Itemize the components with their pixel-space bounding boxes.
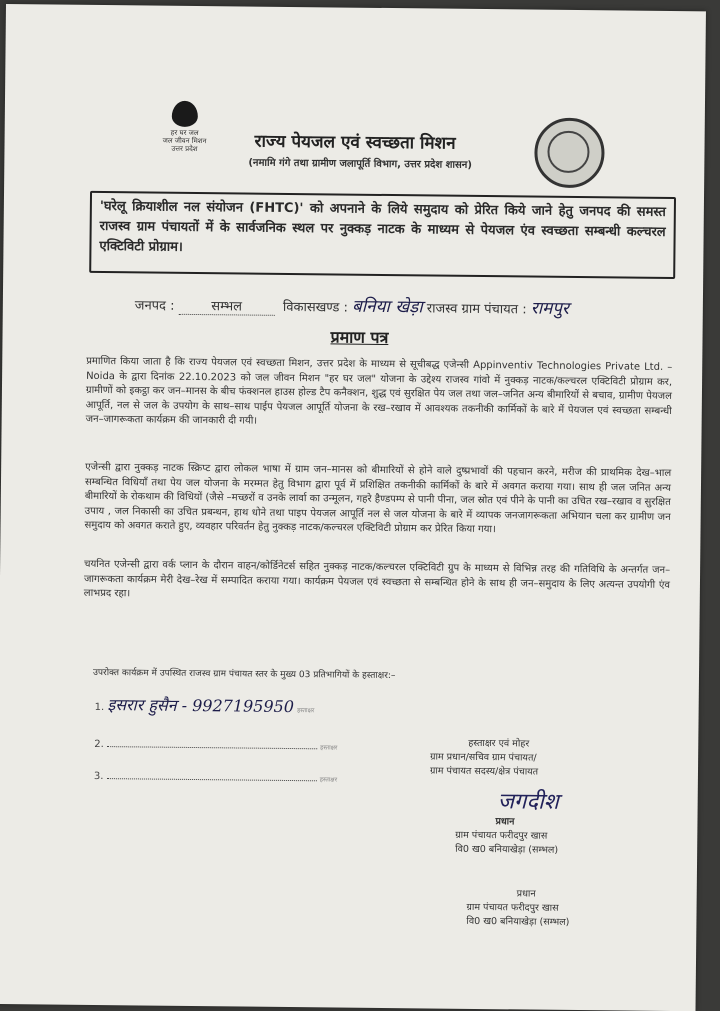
sig-hint-1: हस्ताक्षर: [297, 707, 315, 715]
authority-line-3: ग्राम पंचायत सदस्य/क्षेत्र पंचायत: [429, 765, 539, 778]
up-government-seal-icon: [534, 118, 605, 189]
village-label: राजस्व ग्राम पंचायत :: [426, 301, 527, 318]
certificate-title: प्रमाण पत्र: [330, 327, 389, 348]
representative-2: 2. हस्ताक्षर: [94, 738, 338, 752]
sig-hint-3: हस्ताक्षर: [319, 776, 338, 784]
district-label: जनपद :: [134, 298, 175, 314]
mission-subtitle: (नमामि गंगे तथा ग्रामीण जलापूर्ति विभाग, उत्तर प्रदेश शासन): [248, 157, 472, 171]
block-label: विकासखण्ड :: [282, 299, 349, 316]
pradhan-signature: जगदीश: [497, 789, 559, 815]
district-value: सम्भल: [179, 296, 275, 316]
sig-hint-2: हस्ताक्षर: [320, 744, 338, 752]
representatives-intro: उपरोक्त कार्यक्रम में उपस्थित राजस्व ग्राम पंचायत स्तर के मुख्य 03 प्रतिभागियों के हस्ताक्षर:–: [92, 667, 396, 682]
representative-3: 3. हस्ताक्षर: [93, 770, 338, 784]
har-ghar-jal-logo: [144, 100, 225, 153]
paragraph-3: चयनित एजेन्सी द्वारा वर्क प्लान के दौरान वाहन/कोर्डिनेटर्स सहित नुक्कड़ नाटक/कल्चरल एक्टिविटी ग्रुप के माध्यम से विभिन्न तरह की गतिविधि के अन्तर्गत जन–जागरूकता कार्यक्रम मेरी देख–रेख में सम्पादित कराया गया। कार्यक्रम पेयजल एवं स्वच्छता से सम्बन्धित होने के साथ ही जन–समुदाय के लिए अत्यन्त उपयोगी एंव लाभप्रद रहा।: [83, 558, 671, 600]
representative-1: 1. इसरार हुसैन - 9927195950 हस्ताक्षर: [94, 695, 315, 717]
water-drop-icon: [172, 101, 198, 127]
authority-block: [430, 736, 539, 779]
stamp-2: प्रधान ग्राम पंचायत फरीदपुर खास वि0 ख0 बनियाखेड़ा (सम्भल): [466, 888, 570, 928]
paragraph-1: प्रमाणित किया जाता है कि राज्य पेयजल एवं स्वच्छता मिशन, उत्तर प्रदेश के माध्यम से सूचीबद्ध एजेन्सी Appinventiv Technologies Private Ltd. – Noida के द्वारा दिनांक 22.10.2023 को जल जीवन मिशन "हर घर जल" योजना के उद्देश्य राजस्व गांवो में नुक्कड़ नाटक/कल्चरल एक्टिविटी प्रोग्राम कर, ग्रामीणों को इकट्ठा कर जन–मानस के बीच फंक्शनल हाउस होल्ड टैप कनैक्शन, शुद्ध एवं सुरक्षित पेय जल तथा जल–जनित अन्य बीमारियों से बचाव, ग्रामीण पेयजल आपूर्ति, नल से जल के उपयोग के साथ–साथ पाईप पेयजल आपूर्ति योजना के रख–रखाव में आवश्यक तकनीकी कार्मिकों के बारे में पेयजल एवं स्वच्छता सम्बन्धी जन–जागरूकता कार्यक्रम की जानकारी दी गयी।: [85, 355, 673, 427]
representative-1-value: इसरार हुसैन - 9927195950: [107, 695, 295, 717]
location-fields-row: [135, 291, 675, 320]
mission-title: राज्य पेयजल एवं स्वच्छता मिशन: [254, 131, 456, 154]
village-value: रामपुर: [530, 298, 570, 319]
block-value: बनिया खेड़ा: [351, 296, 423, 318]
logo-text: हर घर जल जल जीवन मिशन उत्तर प्रदेश: [162, 128, 207, 154]
document-page: [0, 4, 706, 1011]
stamp-1: प्रधान ग्राम पंचायत फरीदपुर खास वि0 ख0 बनियाखेड़ा (सम्भल): [455, 816, 559, 856]
paragraph-2: एजेन्सी द्वारा नुक्कड़ नाटक स्क्रिप्ट द्वारा लोकल भाषा में ग्राम जन–मानस को बीमारियों से होने वाले दुष्प्रभावों की पहचान करने, मरीज की प्राथमिक देख–भाल सम्बन्धित विधियाँ तथा पेय जल योजना के मरम्मत हेतु विभाग द्वारा पूर्व में प्रशिक्षित तकनीकी कार्मिकों के बारे में अवगत कराया गया। साथ ही जल जनित अन्य बीमारियों के रोकथाम की विधियों (जैसे –मच्छरों व उनके लार्वा का उन्मूलन, गहरे हैण्डपम्प से पानी पीना, जल स्रोत एवं पीने के पानी का उचित रख–रखाव व सुरक्षित उपाय , जल निकासी का उचित प्रबन्धन, हाथ धोने तथा पाइप पेयजल आपूर्ति नल से जल योजना के बारे में व्यापक जनजागरूकता अभियान चला कर ग्रामीण जन समुदाय को अवगत कराते हुए, व्यवहार परिवर्तन हेतु नुक्कड़ नाटक/कल्चरल एक्टिविटी प्रोग्राम कर प्रेरित किया गया।: [84, 461, 672, 536]
authority-line-2: ग्राम प्रधान/सचिव ग्राम पंचायत/: [430, 751, 537, 764]
program-title-box: 'घरेलू क्रियाशील नल संयोजन (FHTC)' को अपनाने के लिये समुदाय को प्रेरित किये जाने हेतु जनपद की समस्त राजस्व ग्राम पंचायतों में के सार्वजनिक स्थल पर नुक्कड़ नाटक के माध्यम से पेयजल एंव स्वच्छता सम्बन्धी कल्चरल एक्टिविटी प्रोग्राम।: [89, 191, 676, 279]
authority-line-1: हस्ताक्षर एवं मोहर: [468, 737, 530, 750]
